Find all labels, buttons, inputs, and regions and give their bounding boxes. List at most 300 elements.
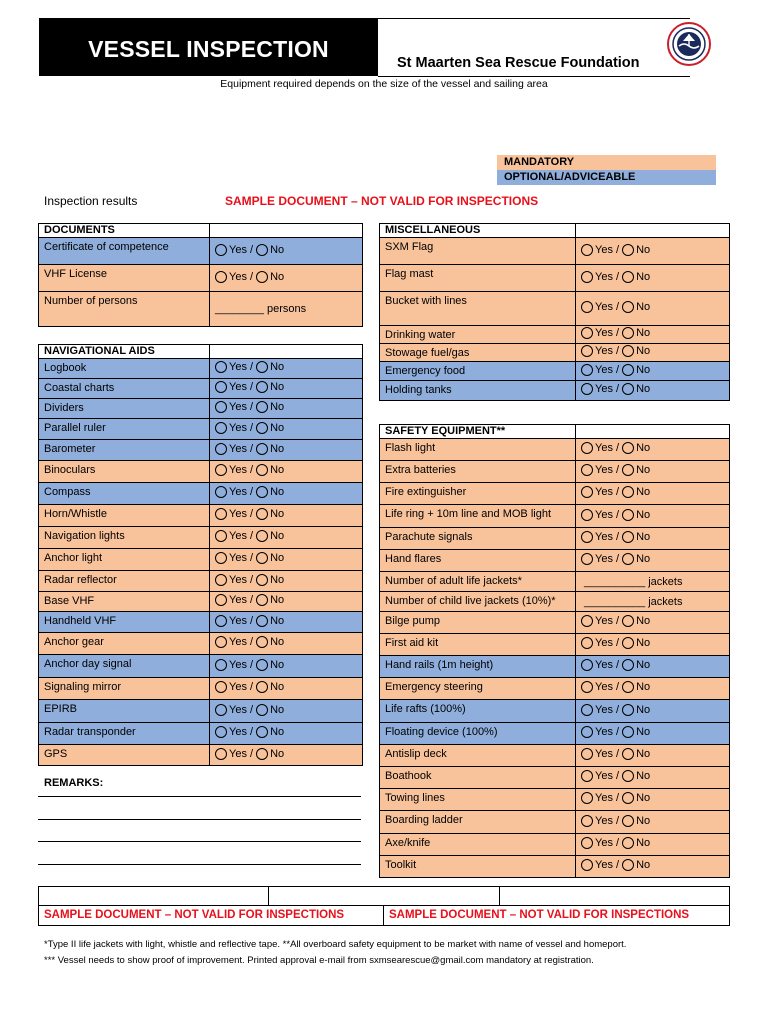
item-label: Flag mast — [380, 265, 576, 292]
checklist-row — [39, 592, 363, 612]
checklist-row — [39, 419, 363, 440]
answer-cell[interactable] — [576, 811, 730, 834]
checklist-row — [380, 592, 730, 612]
item-label: Parallel ruler — [39, 419, 210, 440]
yes-radio[interactable] — [215, 361, 227, 373]
answer-cell[interactable] — [210, 379, 363, 399]
yes-radio[interactable] — [215, 704, 227, 716]
yes-radio[interactable] — [581, 815, 593, 827]
checklist-row — [380, 362, 730, 381]
yes-label: Yes / — [595, 301, 620, 313]
answer-cell[interactable] — [210, 633, 363, 655]
remarks-line[interactable] — [38, 841, 361, 842]
yes-radio[interactable] — [215, 726, 227, 738]
item-label: Binoculars — [39, 461, 210, 483]
no-radio[interactable] — [256, 530, 268, 542]
answer-cell[interactable] — [576, 592, 730, 612]
item-label: Extra batteries — [380, 461, 576, 483]
signature-table — [38, 886, 730, 926]
no-radio[interactable] — [622, 815, 634, 827]
item-label: Flash light — [380, 439, 576, 461]
no-label: No — [636, 681, 651, 693]
no-radio[interactable] — [256, 508, 268, 520]
answer-cell[interactable] — [576, 238, 730, 265]
no-label: No — [636, 814, 651, 827]
no-label: No — [636, 748, 651, 760]
yes-radio[interactable] — [581, 464, 593, 476]
checklist-row — [39, 292, 363, 327]
count-blank[interactable]: ________ persons — [215, 303, 307, 315]
no-radio[interactable] — [622, 486, 634, 498]
yes-radio[interactable] — [215, 486, 227, 498]
no-label: No — [270, 361, 285, 373]
no-radio[interactable] — [256, 552, 268, 564]
yes-label: Yes / — [595, 327, 620, 339]
yes-radio[interactable] — [215, 401, 227, 413]
yes-radio[interactable] — [581, 837, 593, 849]
item-label: Coastal charts — [39, 379, 210, 399]
answer-cell[interactable] — [576, 265, 730, 292]
yes-label: Yes / — [229, 421, 254, 434]
no-radio[interactable] — [622, 659, 634, 671]
yes-label: Yes / — [229, 486, 254, 498]
no-radio[interactable] — [256, 401, 268, 413]
checklist-row — [380, 700, 730, 723]
answer-cell[interactable] — [210, 678, 363, 700]
checklist-row — [380, 745, 730, 767]
yes-radio[interactable] — [215, 422, 227, 434]
answer-cell[interactable] — [210, 265, 363, 292]
checklist-row — [39, 549, 363, 571]
item-label: Number of child live jackets (10%)* — [380, 592, 576, 612]
yes-radio[interactable] — [215, 381, 227, 393]
no-radio[interactable] — [256, 726, 268, 738]
answer-cell[interactable] — [576, 572, 730, 592]
no-label: No — [270, 681, 285, 693]
answer-cell[interactable] — [210, 238, 363, 265]
answer-cell[interactable] — [210, 723, 363, 745]
item-label: Horn/Whistle — [39, 505, 210, 527]
checklist-row — [380, 505, 730, 528]
yes-radio[interactable] — [581, 345, 593, 357]
item-label: Dividers — [39, 399, 210, 419]
no-radio[interactable] — [256, 615, 268, 627]
yes-radio[interactable] — [581, 383, 593, 395]
no-label: No — [636, 442, 651, 454]
checklist-row — [380, 439, 730, 461]
no-radio[interactable] — [622, 792, 634, 804]
count-blank[interactable]: __________ jackets — [584, 575, 683, 588]
item-label: Radar reflector — [39, 571, 210, 592]
no-radio[interactable] — [256, 659, 268, 671]
no-radio[interactable] — [622, 615, 634, 627]
no-label: No — [270, 747, 285, 760]
yes-radio[interactable] — [581, 531, 593, 543]
no-radio[interactable] — [622, 770, 634, 782]
yes-label: Yes / — [595, 243, 620, 256]
checklist-row — [380, 528, 730, 550]
answer-cell[interactable] — [576, 745, 730, 767]
remarks-line[interactable] — [38, 819, 361, 820]
yes-label: Yes / — [595, 270, 620, 283]
safety-equipment-table — [379, 424, 730, 878]
no-label: No — [636, 637, 651, 649]
no-radio[interactable] — [622, 509, 634, 521]
signature-cell[interactable] — [500, 887, 730, 906]
yes-radio[interactable] — [581, 442, 593, 454]
yes-label: Yes / — [595, 703, 620, 716]
yes-label: Yes / — [595, 726, 620, 738]
yes-radio[interactable] — [215, 443, 227, 455]
answer-cell[interactable] — [576, 362, 730, 381]
no-radio[interactable] — [622, 726, 634, 738]
signature-cell[interactable] — [39, 887, 269, 906]
no-label: No — [636, 615, 651, 627]
answer-cell[interactable] — [576, 700, 730, 723]
yes-radio[interactable] — [215, 464, 227, 476]
checklist-row — [39, 633, 363, 655]
checklist-row — [39, 483, 363, 505]
answer-cell[interactable] — [576, 612, 730, 634]
checklist-row — [39, 678, 363, 700]
no-radio[interactable] — [622, 345, 634, 357]
no-radio[interactable] — [622, 748, 634, 760]
yes-radio[interactable] — [215, 574, 227, 586]
yes-label: Yes / — [595, 814, 620, 827]
no-radio[interactable] — [256, 443, 268, 455]
no-label: No — [636, 486, 651, 498]
item-label: Antislip deck — [380, 745, 576, 767]
yes-label: Yes / — [229, 681, 254, 693]
no-label: No — [636, 659, 651, 671]
yes-radio[interactable] — [581, 704, 593, 716]
no-label: No — [636, 508, 651, 521]
checklist-row — [380, 292, 730, 326]
yes-radio[interactable] — [215, 530, 227, 542]
yes-radio[interactable] — [215, 681, 227, 693]
checklist-row — [380, 550, 730, 572]
answer-cell[interactable] — [210, 592, 363, 612]
yes-radio[interactable] — [215, 508, 227, 520]
no-label: No — [270, 381, 285, 393]
yes-radio[interactable] — [215, 615, 227, 627]
yes-label: Yes / — [595, 615, 620, 627]
remarks-line[interactable] — [38, 796, 361, 797]
item-label: Hand flares — [380, 550, 576, 572]
no-radio[interactable] — [256, 486, 268, 498]
remarks-line[interactable] — [38, 864, 361, 865]
item-label: Certificate of competence — [39, 238, 210, 265]
section-heading: DOCUMENTS — [39, 224, 210, 238]
yes-radio[interactable] — [581, 681, 593, 693]
item-label: Emergency food — [380, 362, 576, 381]
checklist-row — [380, 678, 730, 700]
answer-cell[interactable] — [576, 678, 730, 700]
no-label: No — [636, 270, 651, 283]
answer-cell[interactable] — [210, 549, 363, 571]
checklist-row — [380, 461, 730, 483]
item-label: VHF License — [39, 265, 210, 292]
no-radio[interactable] — [622, 704, 634, 716]
no-label: No — [636, 792, 651, 804]
item-label: Hand rails (1m height) — [380, 656, 576, 678]
answer-cell[interactable] — [576, 767, 730, 789]
answer-cell[interactable] — [210, 483, 363, 505]
answer-cell[interactable] — [576, 292, 730, 326]
answer-cell[interactable] — [210, 612, 363, 633]
yes-radio[interactable] — [581, 364, 593, 376]
yes-radio[interactable] — [215, 659, 227, 671]
yes-radio[interactable] — [215, 636, 227, 648]
sample-notice-right: SAMPLE DOCUMENT – NOT VALID FOR INSPECTIONS — [384, 906, 730, 926]
no-radio[interactable] — [622, 637, 634, 649]
answer-cell[interactable] — [210, 292, 363, 327]
yes-radio[interactable] — [581, 244, 593, 256]
heading-blank-cell — [576, 224, 730, 238]
answer-cell[interactable] — [576, 723, 730, 745]
no-radio[interactable] — [622, 464, 634, 476]
footnote-2: *** Vessel needs to show proof of improvement. Printed approval e-mail from sxmsearescue@gmail.com mandatory at registration. — [44, 955, 594, 966]
section-heading: NAVIGATIONAL AIDS — [39, 345, 210, 359]
no-radio[interactable] — [622, 553, 634, 565]
no-radio[interactable] — [256, 681, 268, 693]
checklist-row — [39, 655, 363, 678]
item-label: First aid kit — [380, 634, 576, 656]
yes-label: Yes / — [229, 442, 254, 455]
item-label: Bilge pump — [380, 612, 576, 634]
item-label: Towing lines — [380, 789, 576, 811]
no-radio[interactable] — [256, 594, 268, 606]
yes-label: Yes / — [229, 508, 254, 520]
answer-cell[interactable] — [210, 419, 363, 440]
heading-blank-cell — [576, 425, 730, 439]
sample-notice-left: SAMPLE DOCUMENT – NOT VALID FOR INSPECTIONS — [39, 906, 384, 926]
yes-radio[interactable] — [581, 637, 593, 649]
answer-cell[interactable] — [210, 440, 363, 461]
answer-cell[interactable] — [210, 700, 363, 723]
checklist-row — [39, 571, 363, 592]
item-label: Signaling mirror — [39, 678, 210, 700]
no-label: No — [270, 726, 285, 738]
no-radio[interactable] — [622, 271, 634, 283]
no-radio[interactable] — [622, 364, 634, 376]
footnote-1: *Type II life jackets with light, whistle and reflective tape. **All overboard safety equipment to be market with name of vessel and homeport. — [44, 939, 627, 950]
section-heading: MISCELLANEOUS — [380, 224, 576, 238]
yes-radio[interactable] — [215, 244, 227, 256]
item-label: Anchor gear — [39, 633, 210, 655]
yes-radio[interactable] — [581, 859, 593, 871]
no-radio[interactable] — [256, 636, 268, 648]
yes-label: Yes / — [229, 530, 254, 542]
no-label: No — [636, 726, 651, 738]
item-label: Axe/knife — [380, 834, 576, 856]
checklist-row — [39, 238, 363, 265]
answer-cell[interactable] — [576, 528, 730, 550]
yes-label: Yes / — [229, 464, 254, 476]
heading-blank-cell — [210, 224, 363, 238]
no-label: No — [636, 464, 651, 476]
answer-cell[interactable] — [576, 344, 730, 362]
checklist-row — [39, 745, 363, 766]
no-label: No — [270, 508, 285, 520]
checklist-row — [39, 265, 363, 292]
answer-cell[interactable] — [576, 550, 730, 572]
yes-radio[interactable] — [581, 271, 593, 283]
answer-cell[interactable] — [576, 381, 730, 401]
no-radio[interactable] — [622, 301, 634, 313]
yes-label: Yes / — [229, 703, 254, 716]
no-label: No — [636, 301, 651, 313]
yes-radio[interactable] — [215, 552, 227, 564]
item-label: Drinking water — [380, 326, 576, 344]
yes-label: Yes / — [229, 361, 254, 373]
count-blank[interactable]: __________ jackets — [584, 595, 683, 608]
checklist-row — [39, 612, 363, 633]
sample-notice-top: SAMPLE DOCUMENT – NOT VALID FOR INSPECTIONS — [225, 194, 539, 208]
answer-cell[interactable] — [576, 505, 730, 528]
yes-label: Yes / — [229, 636, 254, 648]
answer-cell[interactable] — [210, 527, 363, 549]
item-label: SXM Flag — [380, 238, 576, 265]
yes-radio[interactable] — [581, 726, 593, 738]
item-label: Number of persons — [39, 292, 210, 327]
answer-cell[interactable] — [576, 789, 730, 811]
yes-label: Yes / — [229, 381, 254, 393]
yes-radio[interactable] — [581, 509, 593, 521]
answer-cell[interactable] — [576, 439, 730, 461]
no-label: No — [636, 363, 651, 376]
answer-cell[interactable] — [210, 571, 363, 592]
no-radio[interactable] — [622, 531, 634, 543]
no-radio[interactable] — [622, 859, 634, 871]
yes-label: Yes / — [229, 270, 254, 283]
yes-radio[interactable] — [581, 301, 593, 313]
yes-label: Yes / — [229, 614, 254, 627]
answer-cell[interactable] — [576, 483, 730, 505]
item-label: Base VHF — [39, 592, 210, 612]
yes-label: Yes / — [229, 552, 254, 564]
answer-cell[interactable] — [210, 505, 363, 527]
no-label: No — [270, 270, 285, 283]
no-radio[interactable] — [256, 748, 268, 760]
checklist-row — [380, 811, 730, 834]
no-radio[interactable] — [256, 361, 268, 373]
checklist-row — [380, 483, 730, 505]
yes-radio[interactable] — [581, 792, 593, 804]
answer-cell[interactable] — [576, 326, 730, 344]
no-radio[interactable] — [256, 422, 268, 434]
no-label: No — [636, 531, 651, 543]
checklist-row — [39, 527, 363, 549]
item-label: Number of adult life jackets* — [380, 572, 576, 592]
checklist-row — [380, 238, 730, 265]
signature-cell[interactable] — [269, 887, 500, 906]
no-radio[interactable] — [622, 383, 634, 395]
checklist-row — [380, 612, 730, 634]
legend-mandatory: MANDATORY — [497, 155, 716, 170]
answer-cell[interactable] — [576, 656, 730, 678]
no-radio[interactable] — [256, 464, 268, 476]
no-label: No — [636, 327, 651, 339]
yes-radio[interactable] — [581, 553, 593, 565]
yes-label: Yes / — [595, 859, 620, 871]
yes-radio[interactable] — [581, 486, 593, 498]
yes-radio[interactable] — [215, 271, 227, 283]
item-label: Barometer — [39, 440, 210, 461]
answer-cell[interactable] — [576, 834, 730, 856]
yes-label: Yes / — [595, 748, 620, 760]
legend-optional: OPTIONAL/ADVICEABLE — [497, 170, 716, 185]
no-radio[interactable] — [622, 442, 634, 454]
yes-label: Yes / — [229, 401, 254, 413]
checklist-row — [39, 379, 363, 399]
no-label: No — [270, 421, 285, 434]
remarks-label: REMARKS: — [44, 777, 104, 789]
yes-label: Yes / — [229, 658, 254, 671]
documents-table — [38, 223, 363, 327]
no-label: No — [270, 530, 285, 542]
checklist-row — [39, 505, 363, 527]
no-radio[interactable] — [256, 271, 268, 283]
yes-label: Yes / — [595, 681, 620, 693]
answer-cell[interactable] — [210, 399, 363, 419]
item-label: Fire extinguisher — [380, 483, 576, 505]
no-radio[interactable] — [622, 681, 634, 693]
no-radio[interactable] — [256, 704, 268, 716]
no-radio[interactable] — [622, 327, 634, 339]
no-label: No — [270, 243, 285, 256]
no-radio[interactable] — [256, 381, 268, 393]
item-label: Boarding ladder — [380, 811, 576, 834]
checklist-row — [39, 399, 363, 419]
yes-label: Yes / — [595, 553, 620, 565]
header-rule-bottom — [378, 76, 690, 77]
yes-radio[interactable] — [215, 748, 227, 760]
yes-radio[interactable] — [581, 327, 593, 339]
checklist-row — [380, 834, 730, 856]
section-heading: SAFETY EQUIPMENT** — [380, 425, 576, 439]
no-radio[interactable] — [256, 244, 268, 256]
item-label: Anchor day signal — [39, 655, 210, 678]
answer-cell[interactable] — [576, 461, 730, 483]
yes-radio[interactable] — [215, 594, 227, 606]
answer-cell[interactable] — [210, 359, 363, 379]
yes-radio[interactable] — [581, 659, 593, 671]
no-radio[interactable] — [256, 574, 268, 586]
yes-label: Yes / — [595, 531, 620, 543]
answer-cell[interactable] — [576, 856, 730, 878]
no-radio[interactable] — [622, 244, 634, 256]
yes-radio[interactable] — [581, 770, 593, 782]
yes-radio[interactable] — [581, 615, 593, 627]
checklist-row — [380, 572, 730, 592]
item-label: Emergency steering — [380, 678, 576, 700]
answer-cell[interactable] — [576, 634, 730, 656]
answer-cell[interactable] — [210, 461, 363, 483]
yes-label: Yes / — [595, 345, 620, 357]
answer-cell[interactable] — [210, 745, 363, 766]
checklist-row — [39, 700, 363, 723]
item-label: Floating device (100%) — [380, 723, 576, 745]
item-label: GPS — [39, 745, 210, 766]
no-radio[interactable] — [622, 837, 634, 849]
item-label: Toolkit — [380, 856, 576, 878]
no-label: No — [270, 573, 285, 586]
checklist-row — [380, 656, 730, 678]
answer-cell[interactable] — [210, 655, 363, 678]
yes-radio[interactable] — [581, 748, 593, 760]
yes-label: Yes / — [595, 442, 620, 454]
